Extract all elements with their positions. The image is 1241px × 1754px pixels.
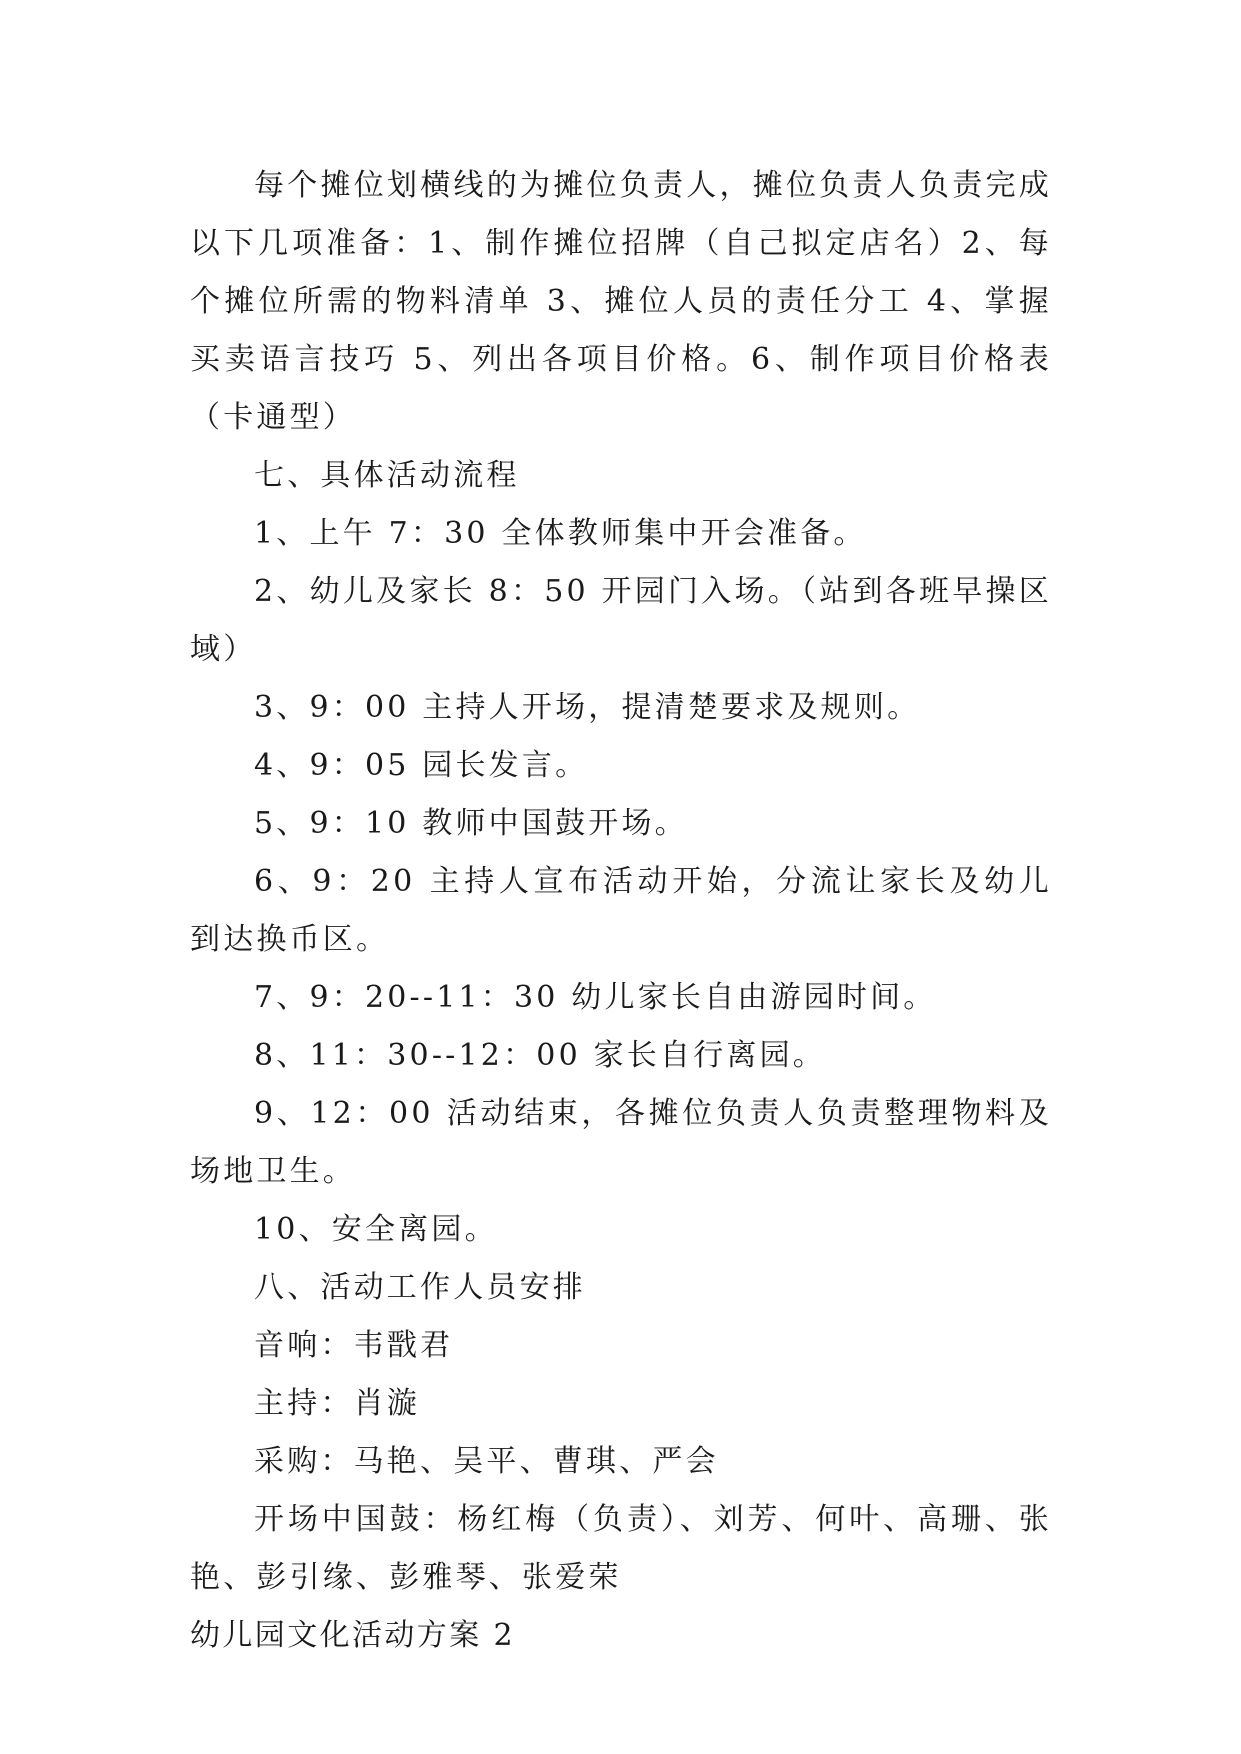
process-step-1: 1、上午 7：30 全体教师集中开会准备。 (254, 516, 867, 551)
process-step-8: 8、11：30--12：00 家长自行离园。 (254, 1038, 826, 1073)
process-step-9: 9、12：00 活动结束，各摊位负责人负责整理物料及场地卫生。 (190, 1096, 1052, 1189)
staff-sound: 音响：韦戬君 (254, 1328, 454, 1363)
process-step-4: 4、9：05 园长发言。 (254, 748, 589, 783)
process-step-3: 3、9：00 主持人开场，提清楚要求及规则。 (254, 690, 921, 725)
process-step-2: 2、幼儿及家长 8：50 开园门入场。（站到各班早操区域） (190, 574, 1052, 667)
process-step-7: 7、9：20--11：30 幼儿家长自由游园时间。 (254, 980, 937, 1015)
staff-host: 主持：肖漩 (254, 1386, 420, 1421)
section-heading-activity-process: 七、具体活动流程 (254, 458, 520, 493)
process-step-10: 10、安全离园。 (254, 1212, 498, 1247)
staff-opening-drum: 开场中国鼓：杨红梅（负责）、刘芳、何叶、高珊、张艳、彭引缘、彭雅琴、张爱荣 (190, 1502, 1052, 1595)
process-step-6: 6、9：20 主持人宣布活动开始，分流让家长及幼儿到达换币区。 (190, 864, 1052, 957)
next-document-heading: 幼儿园文化活动方案 2 (190, 1618, 516, 1653)
section-heading-staff-arrangement: 八、活动工作人员安排 (254, 1270, 586, 1305)
document-page (190, 157, 1052, 1665)
staff-purchasing: 采购：马艳、吴平、曹琪、严会 (254, 1444, 719, 1479)
paragraph-stall-preparation: 每个摊位划横线的为摊位负责人，摊位负责人负责完成以下几项准备：1、制作摊位招牌（自己拟定店名）2、每个摊位所需的物料清单 3、摊位人员的责任分工 4、掌握买卖语言技巧 5、列出各项目价格。6、制作项目价格表（卡通型） (190, 168, 1052, 435)
process-step-5: 5、9：10 教师中国鼓开场。 (254, 806, 688, 841)
